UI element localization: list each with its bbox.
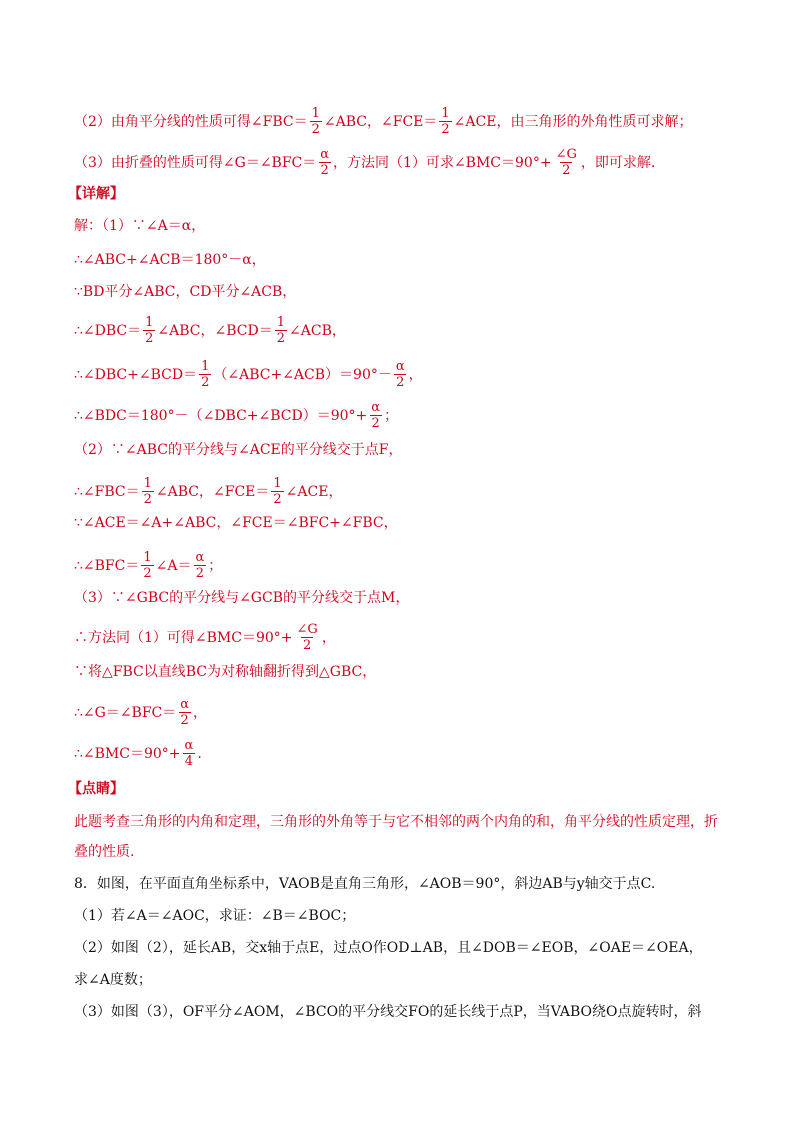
detail-heading: 【详解】 [68, 186, 124, 202]
hint-line-3 [74, 147, 655, 178]
detail-line-9: ∵∠ACE＝∠A+∠ABC，∠FCE＝∠BFC+∠FBC， [74, 515, 398, 531]
question-8-part-2: （2）如图（2），延长AB，交x轴于点E，过点O作OD⊥AB，且∠DOB＝∠EOB，∠OAE＝∠OEA， [74, 940, 703, 956]
detail-line-1: 解：（1）∵∠A＝α， [74, 218, 206, 234]
detail-line-11: （3）∵∠GBC的平分线与∠GCB的平分线交于点M， [74, 590, 410, 606]
text: ∠ACE，由三角形的外角性质可求解； [453, 113, 693, 130]
text: （2）由角平分线的性质可得∠FBC＝ [74, 113, 308, 130]
detail-line-13: ∵将△FBC以直线BC为对称轴翻折得到△GBC， [74, 664, 377, 680]
question-8-part-1: （1）若∠A＝∠AOC，求证：∠B＝∠BOC； [74, 908, 356, 924]
question-8-intro: 8．如图，在平面直角坐标系中，VAOB是直角三角形，∠AOB＝90°，斜边AB与y轴交于点C. [74, 876, 656, 892]
question-8-part-2b: 求∠A度数； [74, 972, 152, 988]
detail-line-10: ∴∠BFC＝ $\frac{1}{2}$ ∠A＝ $\frac{\alpha}{2}$ ； [74, 550, 223, 581]
text: （3）由折叠的性质可得∠G＝∠BFC＝ [74, 154, 317, 171]
hint-line-2 [74, 106, 692, 137]
detail-line-2: ∴∠ABC+∠ACB＝180°－α， [74, 252, 266, 268]
detail-line-8: ∴∠FBC＝ $\frac{1}{2}$ ∠ABC，∠FCE＝ $\frac{1}{2}$ ∠ACE， [74, 476, 343, 507]
fraction: $\frac{1}{2}$ [441, 106, 450, 137]
text: ，即可求解. [580, 154, 656, 171]
detail-line-5: ∴∠DBC+∠BCD＝ $\frac{1}{2}$ （∠ABC+∠ACB）＝90°－ $\frac{\alpha}{2}$ ， [74, 359, 423, 390]
detail-line-12: ∴方法同（1）可得∠BMC＝90°+ $\frac{\angle G}{2}$ ， [74, 622, 336, 653]
fraction: $\frac{\alpha}{2}$ [320, 147, 330, 178]
detail-line-3: ∵BD平分∠ABC，CD平分∠ACB， [74, 284, 297, 300]
detail-line-4: ∴∠DBC＝ $\frac{1}{2}$ ∠ABC，∠BCD＝ $\frac{1}{2}$ ∠ACB， [74, 315, 346, 346]
detail-line-15: ∴∠BMC＝90°+ $\frac{\alpha}{4}$ . [74, 738, 202, 769]
detail-line-7: （2）∵∠ABC的平分线与∠ACE的平分线交于点F， [74, 442, 403, 458]
text: ，方法同（1）可求∠BMC＝90°+ [333, 154, 552, 171]
text: ∠ABC，∠FCE＝ [323, 113, 438, 130]
detail-line-6: ∴∠BDC＝180°－（∠DBC+∠BCD）＝90°+ $\frac{\alpha}{2}$ ； [74, 400, 399, 431]
fraction: $\frac{\angle G}{2}$ [555, 147, 577, 178]
fraction: $\frac{1}{2}$ [311, 106, 320, 137]
question-8-part-3: （3）如图（3），OF平分∠AOM，∠BCO的平分线交FO的延长线于点P，当VABO绕O点旋转时，斜 [74, 1004, 702, 1020]
detail-line-14: ∴∠G＝∠BFC＝ $\frac{\alpha}{2}$ ， [74, 697, 208, 728]
comment-heading: 【点睛】 [68, 781, 124, 797]
comment-text: 此题考查三角形的内角和定理，三角形的外角等于与它不相邻的两个内角的和，角平分线的性质定理，折叠的性质. [74, 814, 718, 860]
